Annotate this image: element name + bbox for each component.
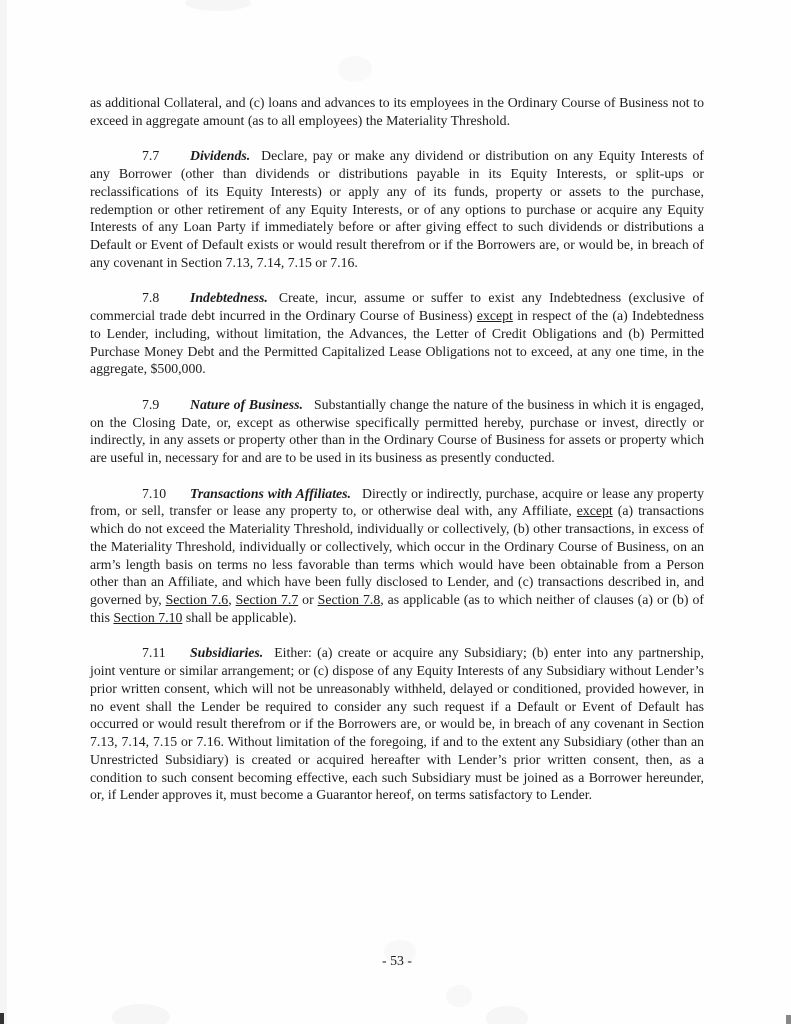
scan-artifact — [112, 1004, 170, 1024]
text-run: Directly or indirectly, purchase, acquire or lease any property from, or sell, transfer or lease any property to, or otherwise deal with, any Affiliate, — [90, 485, 704, 519]
text-run: , as applicable (as to which neither of clauses (a) or (b) of this — [90, 592, 704, 625]
underlined-text: Section 7.7 — [235, 592, 299, 607]
section-heading: Nature of Business. — [190, 396, 303, 412]
underlined-text: Section 7.6 — [165, 592, 229, 607]
paragraph — [90, 94, 704, 130]
text-run: in respect of the (a) Indebtedness to Lender, including, without limitation, the Advances, the Letter of Credit Obligations and (b) Permitted Purchase Money Debt and the Permitted Capitalized Lease Obligations not to exceed, at any one time, in the aggregate, $500,000. — [90, 308, 704, 377]
paragraph — [90, 147, 704, 271]
underlined-text: except — [576, 503, 613, 519]
page-body — [90, 94, 704, 822]
scan-artifact — [446, 985, 472, 1007]
text-run: as additional Collateral, and (c) loans and advances to its employees in the Ordinary Course of Business not to exceed in aggregate amount (as to all employees) the Materiality Threshold. — [90, 95, 704, 128]
scan-corner-mark — [786, 1015, 791, 1024]
underlined-text: Section 7.10 — [113, 609, 183, 625]
paragraph — [90, 396, 704, 467]
text-run: (a) transactions which do not exceed the Materiality Threshold, individually or collectively, (b) other transactions, in excess of the Materiality Threshold, individually or collectively, which occur in the Ordinary Course of Business, on an arm’s length basis on terms no less favorable than terms which would have been obtainable from a Person other than an Affiliate, and which have been fully disclosed to Lender, and (c) transactions described in, and governed by, — [90, 503, 704, 607]
text-run: shall be applicable). — [182, 609, 297, 625]
paragraph — [90, 485, 704, 627]
paragraph — [90, 644, 704, 804]
section-number: 7.7 — [142, 148, 160, 164]
underlined-text: except — [476, 308, 513, 323]
scan-artifact — [185, 0, 251, 11]
text-run: Either: (a) create or acquire any Subsidiary; (b) enter into any partnership, joint venture or similar arrangement; or (c) dispose of any Equity Interests of any Subsidiary without Lender’s prior written consent, which will not be unreasonably withheld, delayed or conditioned, provided however, in no event shall the Lender be required to consider any such request if a Default or Event of Default has occurred or would result therefrom or if the Borrowers are, or would be, in breach of any covenant in Section 7.13, 7.14, 7.15 or 7.16. Without limitation of the foregoing, if and to the extent any Subsidiary (other than an Unrestricted Subsidiary) is created or acquired hereafter with Lender’s prior written consent, then, as a condition to such consent becoming effective, each such Subsidiary must be joined as a Borrower hereunder, or, if Lender approves it, must become a Guarantor hereof, on terms satisfactory to Lender. — [90, 645, 704, 803]
section-heading: Indebtedness. — [190, 290, 268, 306]
scan-edge-artifact — [0, 0, 7, 1024]
section-number: 7.10 — [142, 485, 167, 501]
section-heading: Subsidiaries. — [190, 645, 264, 661]
section-number: 7.9 — [142, 396, 160, 412]
section-number: 7.8 — [142, 290, 160, 306]
text-run: Create, incur, assume or suffer to exist any Indebtedness (exclusive of commercial trade debt incurred in the Ordinary Course of Business) — [90, 290, 704, 323]
section-number: 7.11 — [142, 645, 166, 661]
scan-corner-mark — [0, 1013, 4, 1024]
text-run: Substantially change the nature of the business in which it is engaged, on the Closing Date, or, except as otherwise specifically permitted hereby, purchase or invest, directly or indirectly, in any assets or property other than in the Ordinary Course of Business for assets or property which are useful in, necessary for and are to be used in its business as presently conducted. — [90, 396, 704, 465]
section-heading: Dividends. — [190, 148, 251, 164]
scan-artifact — [338, 56, 372, 82]
paragraph — [90, 289, 704, 378]
underlined-text: Section 7.8 — [317, 592, 381, 607]
section-heading: Transactions with Affiliates. — [190, 485, 351, 501]
text-run: , — [228, 592, 236, 607]
page-number: - 53 - — [382, 953, 412, 968]
text-run: Declare, pay or make any dividend or distribution on any Equity Interests of any Borrower (other than dividends or distributions payable in its Equity Interests, or split-ups or reclassifications of its Equity Interests) or apply any of its funds, property or assets to the purchase, redemption or other retirement of any Equity Interests, or of any options to purchase or acquire any Equity Interests of any Loan Party if immediately before or after giving effect to such dividends or distributions a Default or Event of Default exists or would result therefrom or if the Borrowers are, or would be, in breach of any covenant in Section 7.13, 7.14, 7.15 or 7.16. — [90, 148, 704, 270]
text-run: or — [298, 592, 318, 607]
scan-artifact — [486, 1006, 528, 1024]
